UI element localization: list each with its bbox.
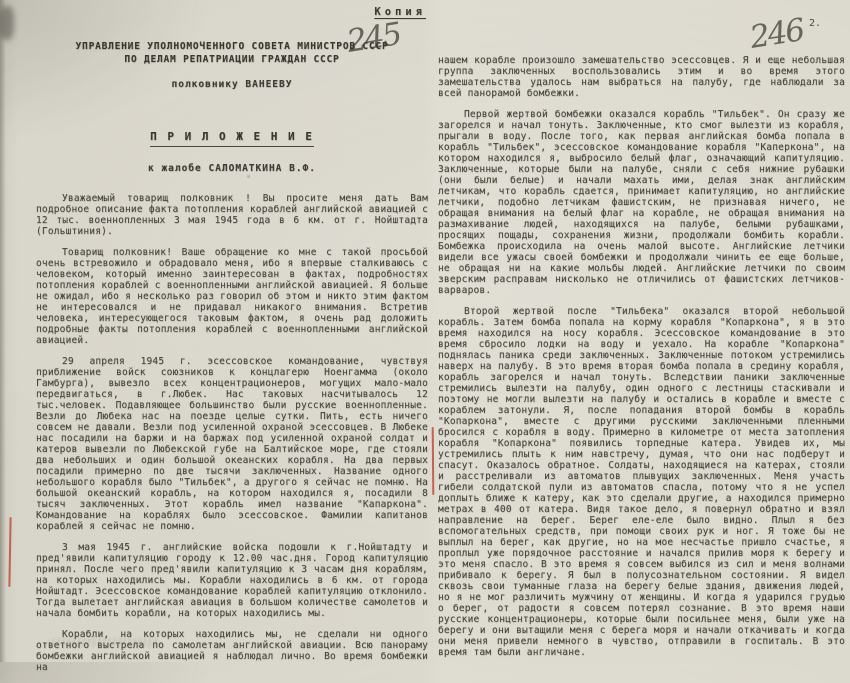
paragraph: нашем корабле произошло замешательство эсессовцев. Я и еще небольшая группа заключенных воспользовались этим и во время этого замешательства удалось нам выбраться на палубу, где наблюдали за всей панорамой бомбежки. [438,55,845,99]
org-header [36,40,428,66]
paper-speck [247,175,250,178]
paragraph: Уважаемый товарищ полковник ! Вы просите меня дать Вам подробное описание факта потопления кораблей английской авиацией с 12 тыс. военнопленных 3 мая 1945 года в 6 км. от г. Нойштадта (Гольштиния). [36,193,428,237]
scan-edge-shadow [0,0,6,662]
scan-corner-blot [0,6,14,40]
paragraph: 29 апреля 1945 г. эсессовское командование, чувствуя приближение войск союзников к концлагерю Ноенгамма (около Гамбурга), вывезло всех концентрационеров, могущих мало-мало передвигаться, в г.Любек. Нас таковых насчитывалось 12 тыс.человек. Подавляющее большинство были русские военнопленные. Везли до Любека нас на поезде целые сутки. Пить, есть ничего совсем не давали. Везли под усиленной охраной эсессовцев. В Любеке нас посадили на баржи и на баржах под усиленной охраной солдат и катеров вывезли по Любекской губе на Балтийское море, где стояли два небольших и один большой океанских корабля. На два первых посадили примерно по две тысячи заключенных. Название одного небольшого корабля было "Тильбек", а другого я сейчас не помню. На большой океанский корабль, на котором находился я, посадили 8 тысяч заключенных. Этот корабль имел название "Капаркона". Командование на кораблях было эсессовское. Фамилии капитанов кораблей я сейчас не помню. [36,356,428,532]
handwritten-page-number-right: 246 [747,12,806,56]
red-margin-mark-right [432,427,435,495]
document-title [36,125,428,147]
addressee-line: полковнику ВАНЕЕВУ [171,79,293,90]
red-margin-mark-left [8,517,11,587]
left-page-body [36,193,428,683]
paragraph: Корабли, на которых находились мы, не сделали ни одного ответного выстрела по самолетам английской авиации. Всю панораму бомбежки английской авиацией я наблюдал лично. Во время бомбежки на [36,629,428,673]
copy-stamp: Копия [374,6,426,18]
pencil-smudge [48,638,160,647]
document-subtitle: к жалобе САЛОМАТКИНА В.Ф. [148,163,316,174]
typed-page-number: 2. [808,18,821,29]
org-header-line1: УПРАВЛЕНИЕ УПОЛНОМОЧЕННОГО СОВЕТА МИНИСТРОВ СССР [75,41,389,52]
document-title-text: П Р И Л О Ж Е Н И Е [150,130,314,147]
paragraph: Товарищ полковник! Ваше обращение ко мне с такой просьбой очень встревожило и обрадовало меня, ибо я впервые сталкиваюсь с человеком, который именно заинтересован в фактах, подробностях потопления кораблей с военнопленными английской авиацией. Я больше не ожидал, ибо я несколько раз говорил об этом и никто этим фактом не интересовался и не придавал никакого внимания. Встретив человека, интересующегося таковым фактом, я очень рад доложить подробные факты потопления кораблей с военнопленными английской авиацией. [36,247,428,346]
paragraph: Второй жертвой после "Тильбека" оказался второй небольшой корабль. Затем бомба попала на корму корабля "Копаркона", я в это время находился на носу корабля. Эсессовское командование в это время сбросило лодки на воду и уехало. На корабле "Копаркона" поднялась паника среди заключенных. Заключенные потоком устремились наверх на палубу. В это время вторая бомба попала в средину корабля, корабль загорелся и начал тонуть. Вследствии паники заключенные стремились вылезти на палубу, один одного с лестницы стаскивали и поэтому не могли вылезти на палубу и остались в корабле и вместе с кораблем затонули. Я, после попадания второй бомбы в корабль "Копаркона", вместе с другими русскими заключенными пленными бросился с корабля в воду. Примерно в километре от места затопления корабля "Копаркона" появились торпедные катера. Увидев их, мы устремились плыть к ним навстречу, думая, что они нас подберут и спасут. Оказалось обратное. Солдаты, находящиеся на катерах, стояли и расстреливали из автоматов плывущих заключенных. Меня участь гибели солдатской пули из автоматов спасла, потому что я не успел доплыть ближе к катеру, как это сделали другие, а находился примерно метрах в 400 от катера. Видя такое дело, я повернул обратно и взял направление на берег. Берег еле-еле было видно. Плыл я без вспомогательных средств, при помощи своих рук и ног. Я тоже бы не выплыл на берег, как другие, но на мое несчастье пришло счастье, я проплыл уже порядочное расстояние и начался прилив моря к берегу и это меня спасло. В это время я совсем выбился из сил и меня волнами прибивало к берегу. Я был в полусознательном состоянии. Я видел сквозь свои туманные глаза на берегу белые здания, движения людей, но я не мог различить мужчину от женщины. И когда я ударился грудью о берег, от радости я совсем потерял сознание. В это время наши русские концентрационеры, которые были посильнее меня, были уже на берегу и они вытащили меня с берега моря и начали откачивать и когда они меня привели немного в чувство, отправили в госпиталь. В это время там были англичане. [438,306,845,658]
paragraph: Первой жертвой бомбежки оказался корабль "Тильбек". Он сразу же загорелся и начал тонуть. Заключенные, кто смог вылезти из корабля, прыгали в воду. После того, как первая английская бомба попала в корабль "Тильбек", эсессовское командование корабля "Каперкона", на котором находился я, выбросило белый флаг, означающий капитуляцию. Заключенные, которые были на палубе, сняли с себя нижние рубашки (они были белые) и начали махать ими, делая знак английским летчикам, что корабль сдается, принимает капитуляцию, но английские летчики, подобно летчикам фашистским, не признавая ничего, не обращая внимания на белый флаг на корабле, не обращая внимания на размахивание людей, находящихся на палубе, белыми рубашками, просящих пощады, сохранения жизни, продолжали бомбить корабли. Бомбежка происходила на очень малой высоте. Английские летчики видели все ужасы своей бомбежки и продолжали чинить ее еще больше, не обращая ни на какие мольбы людей. Английские летчики по своим зверским расправам нисколько не отличились от фашистских летчиков-варваров. [438,109,845,296]
right-page-body [438,55,845,668]
org-header-line2: ПО ДЕЛАМ РЕПАТРИАЦИИ ГРАЖДАН СССР [124,54,340,65]
paragraph: 3 мая 1945 г. английские войска подошли к г.Нойштадту и пред'явили капитуляцию городу к 12.00 час.дня. Город капитуляцию принял. После чего пред'явили капитуляцию к 3 часам дня кораблям, на которых находились мы. Корабли находились в 6 км. от города Нойштадт. Эсессовское командование кораблей капитуляцию отклонило. Тогда вылетает английская авиация в большом количестве самолетов и начала бомбить корабли, на которых находились мы. [36,542,428,619]
handwritten-page-number-left: 245 [344,16,403,60]
